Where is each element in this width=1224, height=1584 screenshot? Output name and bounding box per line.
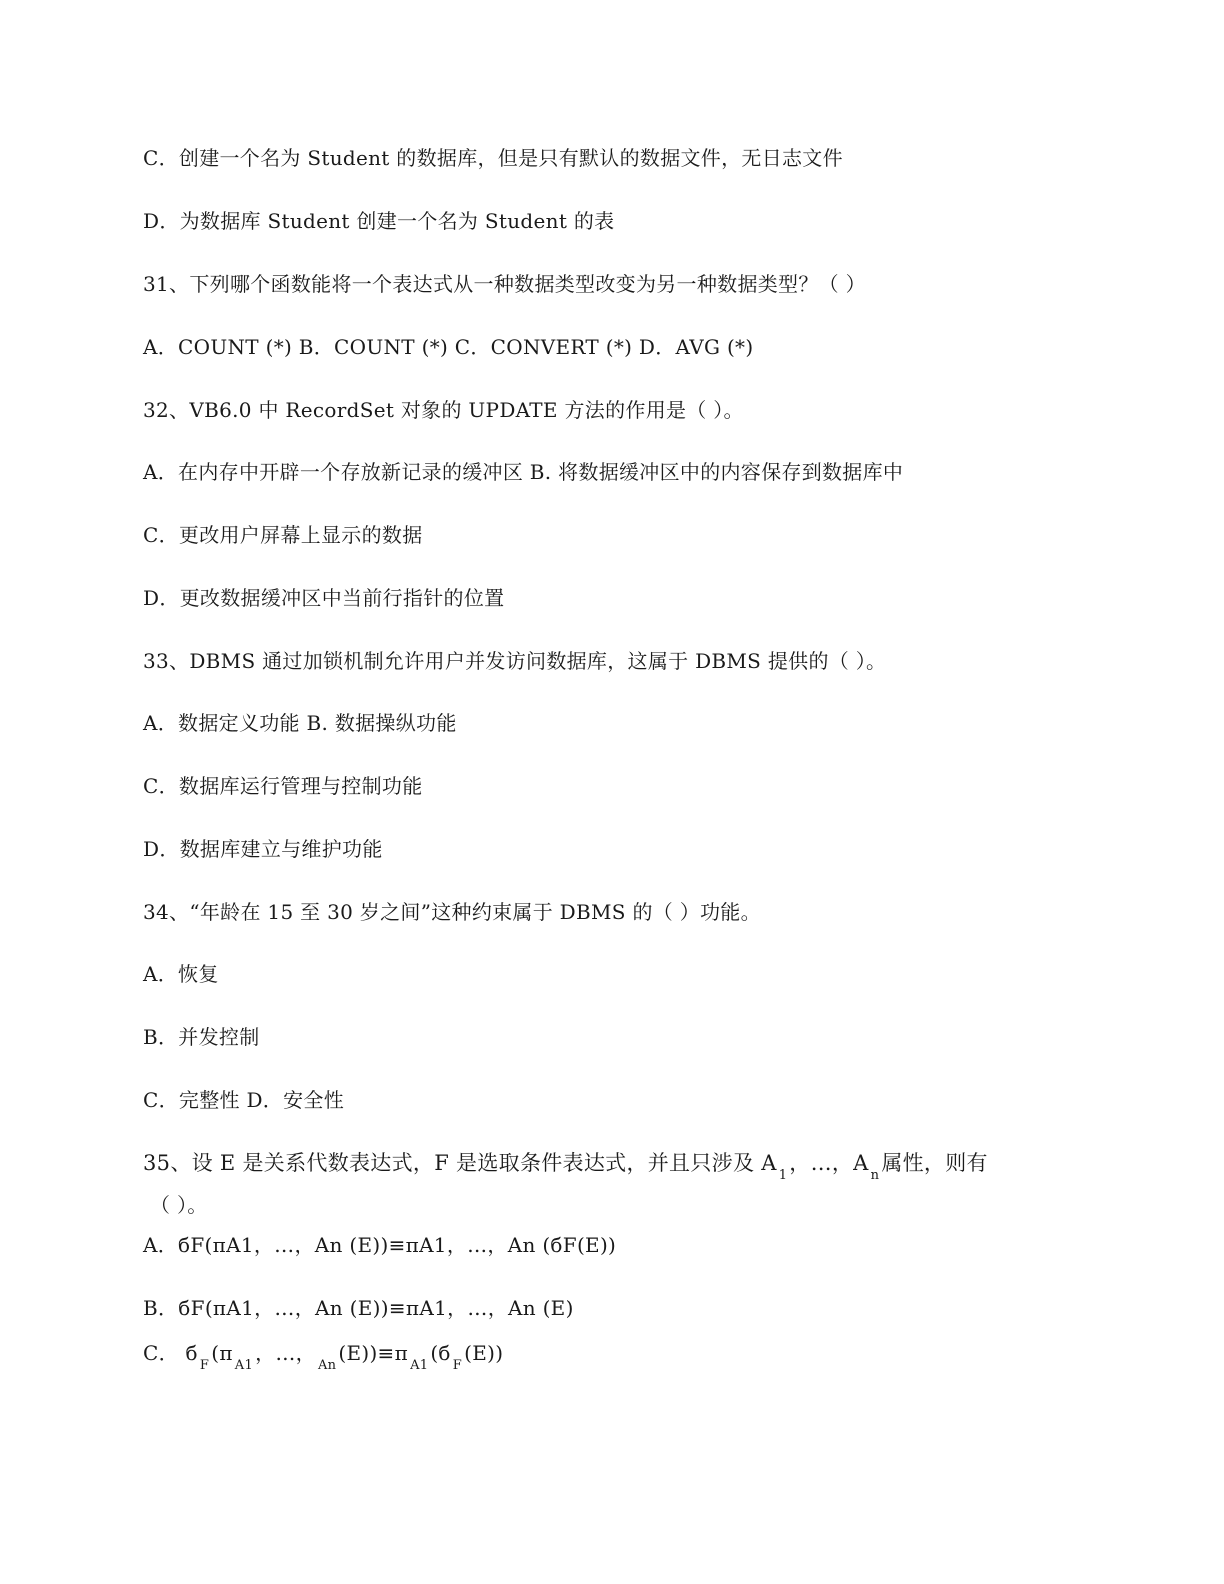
option-b-q34: B．并发控制: [143, 1025, 260, 1049]
opt-c-s4: A1: [410, 1358, 429, 1373]
question-35: [143, 1150, 988, 1183]
question-35-part1: 35、设 E 是关系代数表达式，F 是选取条件表达式，并且只涉及 A: [143, 1151, 777, 1175]
opt-c-p3: ，…，: [255, 1341, 316, 1365]
option-b-q35: B．бF(πA1，…，An (E))≡πA1，…，An (E): [143, 1296, 574, 1320]
question-34: 34、“年龄在 15 至 30 岁之间”这种约束属于 DBMS 的（ ）功能。: [143, 900, 761, 924]
option-c-q35: [143, 1340, 504, 1373]
option-a-q34: A．恢复: [143, 962, 219, 986]
subscript-n: n: [870, 1168, 880, 1183]
options-ab-q33: A．数据定义功能 B. 数据操纵功能: [143, 711, 457, 735]
option-d-q30: D．为数据库 Student 创建一个名为 Student 的表: [143, 209, 615, 233]
option-c-q32: C．更改用户屏幕上显示的数据: [143, 523, 423, 547]
question-35-part2: ，…，A: [789, 1151, 869, 1175]
option-c-q33: C．数据库运行管理与控制功能: [143, 774, 423, 798]
opt-c-p4: (E))≡π: [338, 1341, 409, 1365]
options-q31: A．COUNT (*) B．COUNT (*) C．CONVERT (*) D．AVG (*): [143, 335, 754, 359]
opt-c-p1: C． б: [143, 1341, 198, 1365]
option-a-q35: A．бF(πA1，…，An (E))≡πA1，…，An (бF(E)): [143, 1233, 617, 1257]
question-31: 31、下列哪个函数能将一个表达式从一种数据类型改变为另一种数据类型？（ ）: [143, 272, 866, 296]
opt-c-s3: An: [317, 1358, 337, 1373]
question-35-part3: 属性，则有: [881, 1151, 988, 1175]
opt-c-p6: (E)): [464, 1341, 504, 1365]
option-d-q32: D．更改数据缓冲区中当前行指针的位置: [143, 586, 505, 610]
opt-c-s2: A1: [234, 1358, 254, 1373]
question-35-blank: （ ）。: [150, 1193, 208, 1217]
opt-c-p2: (π: [211, 1341, 233, 1365]
options-cd-q34: C．完整性 D．安全性: [143, 1088, 344, 1112]
option-d-q33: D．数据库建立与维护功能: [143, 837, 383, 861]
question-32: 32、VB6.0 中 RecordSet 对象的 UPDATE 方法的作用是（ ）。: [143, 398, 744, 422]
opt-c-s5: F: [452, 1358, 463, 1373]
question-33: 33、DBMS 通过加锁机制允许用户并发访问数据库，这属于 DBMS 提供的（ ）。: [143, 649, 887, 673]
opt-c-p5: (б: [430, 1341, 451, 1365]
options-ab-q32: A．在内存中开辟一个存放新记录的缓冲区 B. 将数据缓冲区中的内容保存到数据库中: [143, 460, 904, 484]
opt-c-s1: F: [199, 1358, 210, 1373]
option-c-q30: C．创建一个名为 Student 的数据库，但是只有默认的数据文件，无日志文件: [143, 146, 843, 170]
subscript-1: 1: [778, 1168, 788, 1183]
